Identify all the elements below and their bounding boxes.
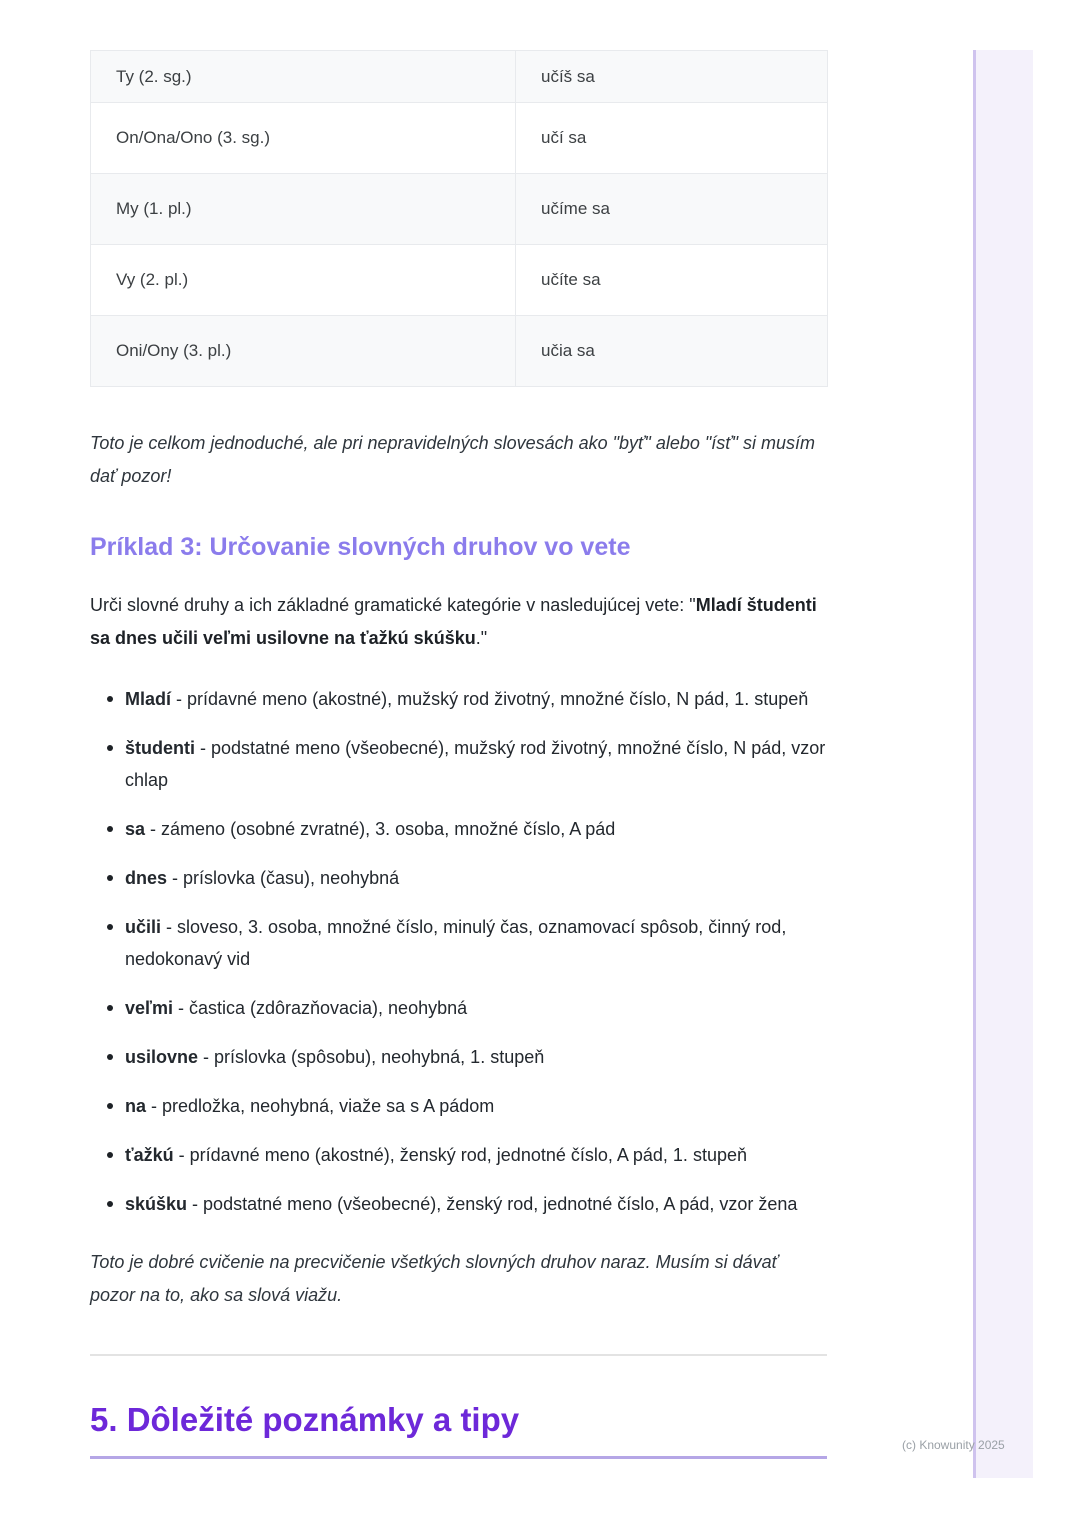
task-paragraph [90, 589, 827, 655]
conjugation-table [90, 50, 828, 387]
copyright-watermark: (c) Knowunity 2025 [902, 1438, 1005, 1452]
verb-form-cell: učíš sa [516, 51, 828, 103]
pronoun-cell: Vy (2. pl.) [91, 245, 516, 316]
example-3-heading: Príklad 3: Určovanie slovných druhov vo vete [90, 533, 631, 561]
term-description: sloveso, 3. osoba, množné číslo, minulý čas, oznamovací spôsob, činný rod, nedokonavý vid [125, 917, 787, 969]
list-item [90, 992, 827, 1024]
term-description: prídavné meno (akostné), ženský rod, jednotné číslo, A pád, 1. stupeň [189, 1145, 747, 1165]
list-item [90, 813, 827, 845]
section-divider [90, 1354, 827, 1356]
list-item [90, 1090, 827, 1122]
term-description: zámeno (osobné zvratné), 3. osoba, množné číslo, A pád [161, 819, 616, 839]
separator: - [198, 1047, 215, 1067]
separator: - [145, 819, 162, 839]
pronoun-cell: Ty (2. sg.) [91, 51, 516, 103]
separator: - [146, 1096, 163, 1116]
task-outro: ." [475, 628, 488, 648]
term-description: podstatné meno (všeobecné), ženský rod, jednotné číslo, A pád, vzor žena [203, 1194, 798, 1214]
separator: - [187, 1194, 204, 1214]
term: dnes [125, 868, 168, 888]
term-description: príslovka (času), neohybná [183, 868, 400, 888]
separator: - [195, 738, 211, 758]
term: veľmi [125, 998, 173, 1018]
term: skúšku [125, 1194, 188, 1214]
separator: - [171, 689, 188, 709]
term-description: príslovka (spôsobu), neohybná, 1. stupeň [214, 1047, 545, 1067]
task-sentence: Mladí študenti sa dnes učili veľmi usilovne na ťažkú skúšku [90, 595, 817, 648]
list-item [90, 732, 827, 796]
heading-underline [90, 1456, 827, 1459]
term: učili [125, 917, 162, 937]
task-intro: Urči slovné druhy a ich základné gramatické kategórie v nasledujúcej vete: " [90, 595, 696, 615]
table-row [91, 316, 828, 387]
separator: - [172, 998, 189, 1018]
closing-note: Toto je dobré cvičenie na precvičenie všetkých slovných druhov naraz. Musím si dávať pozor na to, ako sa slová viažu. [90, 1252, 779, 1305]
term-description: častica (zdôrazňovacia), neohybná [188, 998, 468, 1018]
term-description: predložka, neohybná, viaže sa s A pádom [162, 1096, 495, 1116]
term: ťažkú [125, 1145, 174, 1165]
side-scroll-strip[interactable] [973, 50, 1033, 1478]
pronoun-cell: My (1. pl.) [91, 174, 516, 245]
term: študenti [125, 738, 195, 758]
table-row [91, 245, 828, 316]
term: Mladí [125, 689, 172, 709]
term-description: podstatné meno (všeobecné), mužský rod životný, množné číslo, N pád, vzor chlap [125, 738, 826, 790]
table-row [91, 103, 828, 174]
term-description: prídavné meno (akostné), mužský rod životný, množné číslo, N pád, 1. stupeň [187, 689, 809, 709]
list-item [90, 683, 827, 715]
list-item [90, 911, 827, 975]
document-page [90, 50, 827, 1459]
section-5-heading: 5. Dôležité poznámky a tipy [90, 1401, 520, 1438]
table-row [91, 51, 828, 103]
personal-note: Toto je celkom jednoduché, ale pri nepravidelných slovesách ako "byť" alebo "ísť" si musím dať pozor! [90, 433, 816, 486]
list-item [90, 862, 827, 894]
verb-form-cell: učíme sa [516, 174, 828, 245]
list-item [90, 1188, 827, 1220]
term: usilovne [125, 1047, 199, 1067]
word-analysis-list [90, 683, 827, 1220]
verb-form-cell: učí sa [516, 103, 828, 174]
term: sa [125, 819, 146, 839]
pronoun-cell: On/Ona/Ono (3. sg.) [91, 103, 516, 174]
separator: - [173, 1145, 190, 1165]
list-item [90, 1139, 827, 1171]
separator: - [161, 917, 178, 937]
term: na [125, 1096, 147, 1116]
table-row [91, 174, 828, 245]
pronoun-cell: Oni/Ony (3. pl.) [91, 316, 516, 387]
list-item [90, 1041, 827, 1073]
separator: - [167, 868, 184, 888]
verb-form-cell: učíte sa [516, 245, 828, 316]
verb-form-cell: učia sa [516, 316, 828, 387]
